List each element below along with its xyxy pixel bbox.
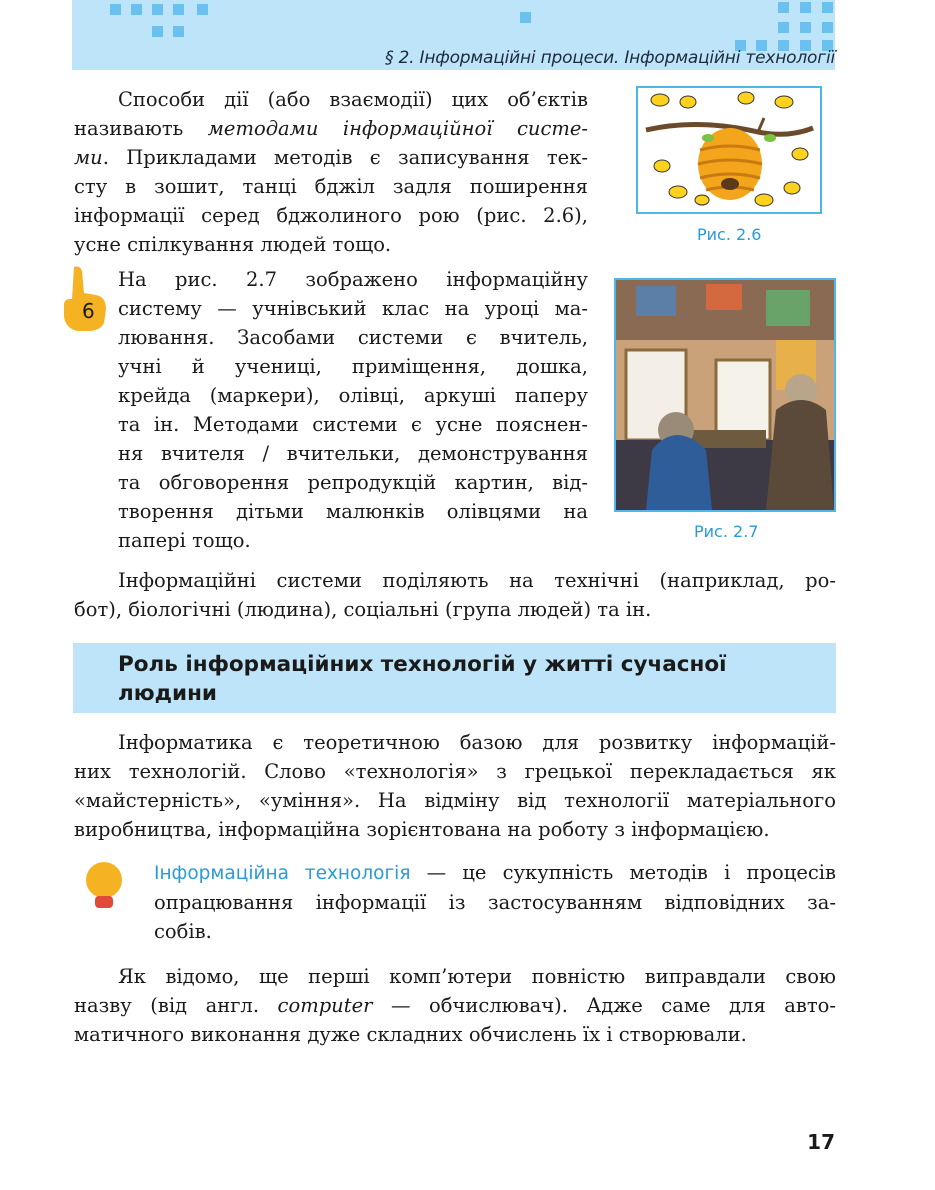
art-class-illustration (616, 280, 834, 510)
text-line: сту в зошит, танці бджіл задля поширення (74, 175, 588, 198)
caption-fig-2-7: Рис. 2.7 (694, 522, 759, 541)
marker-number: 6 (82, 299, 95, 323)
text-line: крейда (маркери), олівці, аркуші паперу (118, 384, 588, 407)
text-line: «майстерність», «уміння». На відміну від технології матеріального (74, 789, 836, 812)
hand-pointer-icon (60, 265, 112, 333)
paragraph-drawing-class (118, 265, 588, 555)
definition-block (154, 858, 836, 946)
text-line: називають методами інформаційної систе- (74, 117, 588, 140)
text-line: творення дітьми малюнків олівцями на (118, 500, 588, 523)
text-line: ми. Прикладами методів є записування тек- (74, 146, 588, 169)
paragraph-system-types (74, 566, 836, 624)
text-line: та обговорення репродукцій картин, від- (118, 471, 588, 494)
text-line: виробництва, інформаційна зорієнтована на роботу з інформацією. (74, 818, 770, 841)
page-number: 17 (807, 1130, 835, 1154)
text-line: усне спілкування людей тощо. (74, 233, 392, 256)
text-line: інформації серед бджолиного рою (рис. 2.6), (74, 204, 588, 227)
text-line: матичного виконання дуже складних обчислень їх і створювали. (74, 1023, 747, 1046)
text-line: бот), біологічні (людина), соціальні (група людей) та ін. (74, 598, 652, 621)
text-line: Як відомо, ще перші комп’ютери повністю виправдали свою (118, 965, 836, 988)
running-title: § 2. Інформаційні процеси. Інформаційні технології (384, 48, 835, 68)
lightbulb-icon (84, 860, 124, 914)
definition-term: Інформаційна технологія (154, 863, 411, 884)
section-title-line: Роль інформаційних технологій у житті сучасної (118, 652, 727, 677)
text-line: них технологій. Слово «технологія» з грецької перекладається як (74, 760, 836, 783)
text-line: На рис. 2.7 зображено інформаційну (118, 268, 588, 291)
text-line: собів. (154, 920, 212, 943)
figure-art-class-photo (614, 278, 836, 512)
text-line: та ін. Методами системи є усне пояснен- (118, 413, 588, 436)
text-line: лювання. Засобами системи є вчитель, (118, 326, 588, 349)
text-line: Способи дії (або взаємодії) цих об’єктів (118, 88, 588, 111)
text-line: Інформаційна технологія — це сукупність методів і процесів (154, 861, 836, 884)
text-line: Інформаційні системи поділяють на технічні (наприклад, ро- (118, 569, 836, 592)
paragraph-computers (74, 962, 836, 1049)
figure-bees-hive (636, 86, 822, 214)
text-line: папері тощо. (118, 529, 251, 552)
caption-fig-2-6: Рис. 2.6 (697, 225, 762, 244)
text-line: учні й учениці, приміщення, дошка, (118, 355, 588, 378)
bees-hive-illustration (638, 88, 820, 212)
section-title-line: людини (118, 681, 217, 706)
paragraph-informatics (74, 728, 836, 844)
section-title (118, 650, 727, 708)
text-line: ня вчителя / вчительки, демонстрування (118, 442, 588, 465)
paragraph-methods (74, 85, 588, 259)
text-line: систему — учнівський клас на уроці ма- (118, 297, 588, 320)
text-line: назву (від англ. computer — обчислювач). Адже саме для авто- (74, 994, 836, 1017)
text-line: опрацювання інформації із застосуванням відповідних за- (154, 891, 836, 914)
text-line: Інформатика є теоретичною базою для розвитку інформацій- (118, 731, 836, 754)
